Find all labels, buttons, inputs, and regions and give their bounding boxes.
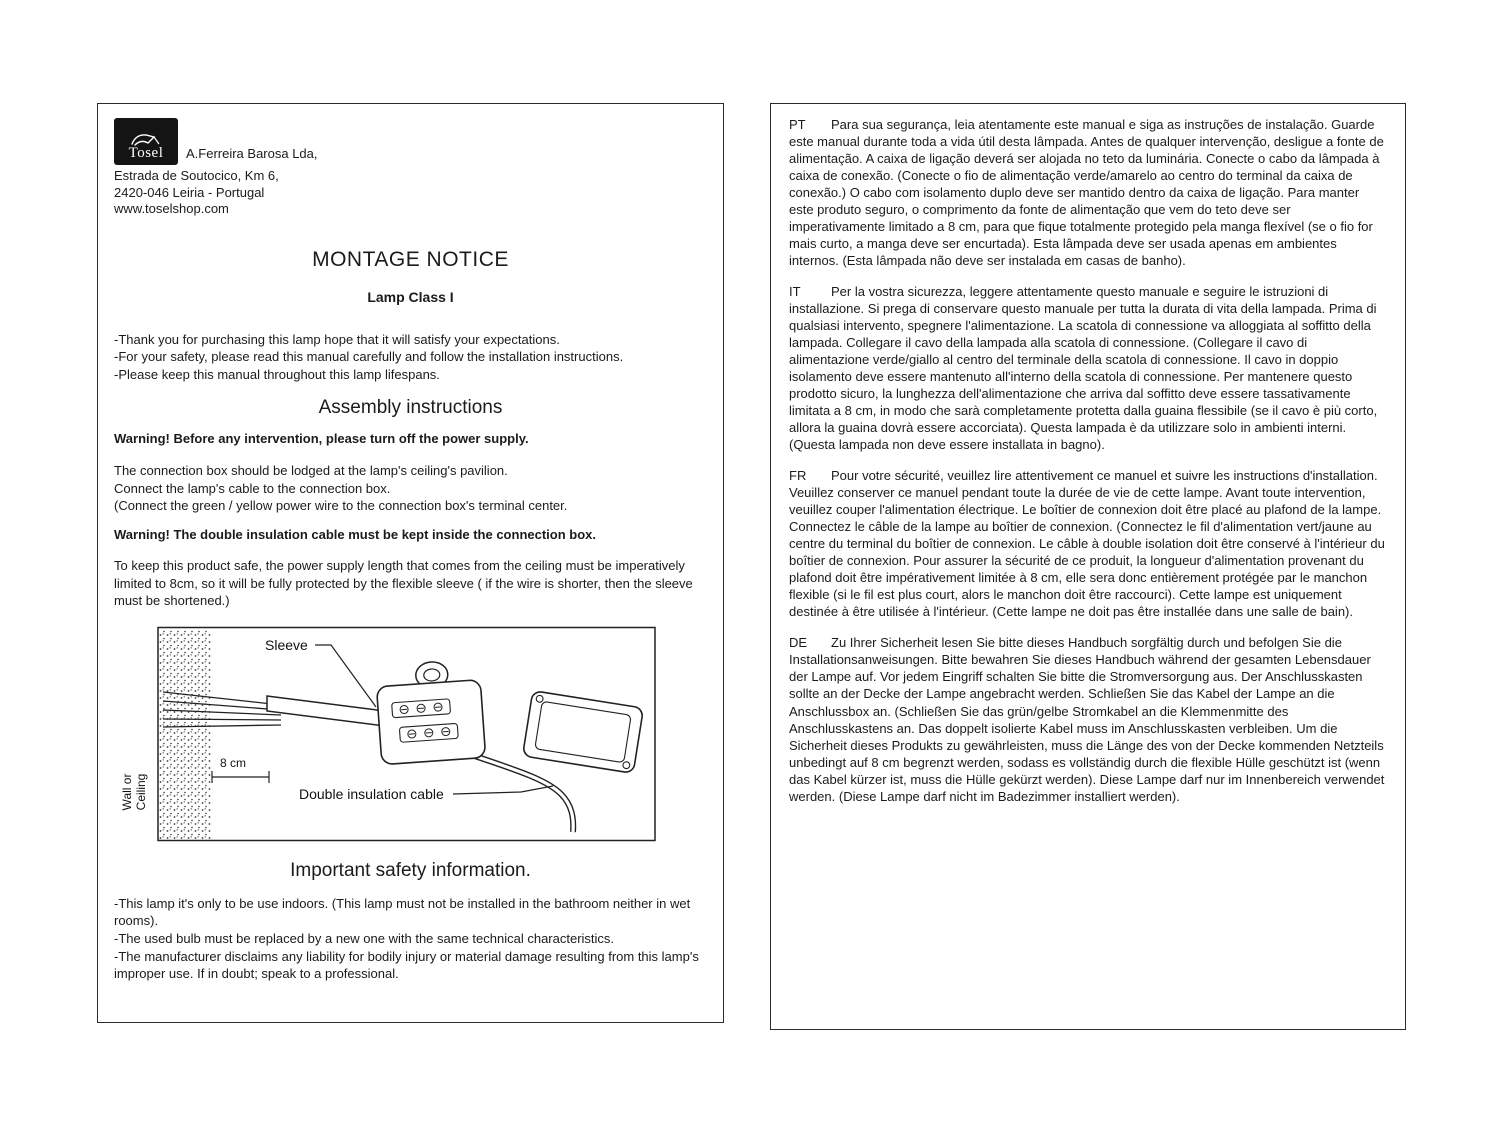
wall-ceiling-label: Wall or	[120, 773, 134, 811]
warning-power-supply: Warning! Before any intervention, please turn off the power supply.	[114, 430, 529, 446]
hanging-ring-hole	[423, 668, 440, 681]
translation-text: Para sua segurança, leia atentamente este manual e siga as instruções de instalação. Guarde este manual durante toda a vida útil desta lâmpada. Antes de qualquer intervenção, desligue a fonte de alimentação. A caixa de ligação deverá ser alojada no teto da luminária. Conecte o cabo da lâmpada à caixa de conexão. (Conecte o fio de alimentação verde/amarelo ao centro do terminal da caixa de conexão.) O cabo com isolamento duplo deve ser mantido dentro da caixa de ligação. Para manter este produto seguro, o comprimento da fonte de alimentação que vem do teto deve ser imperativamente limitado a 8 cm, para que fique totalmente protegido pela manga flexível (se o fio for mais curto, a manga deve ser encurtada). Esta lâmpada deve ser usada apenas em ambientes internos. (Esta lâmpada não deve ser instalada em casas de banho).	[789, 117, 1384, 269]
cable-label: Double insulation cable	[299, 785, 444, 802]
lamp-class-subtitle: Lamp Class I	[367, 288, 454, 305]
company-address	[114, 168, 707, 218]
warning-insulation: Warning! The double insulation cable must be kept inside the connection box.	[114, 526, 597, 542]
cable-leader-line	[453, 786, 553, 794]
page-title: MONTAGE NOTICE	[312, 247, 509, 271]
connection-instructions	[114, 462, 707, 515]
company-website: www.toselshop.com	[114, 201, 229, 217]
plate-screw	[536, 695, 544, 703]
connection-line: (Connect the green / yellow power wire to the connection box's terminal center.	[114, 498, 568, 514]
connection-box	[375, 659, 486, 765]
translations-panel	[770, 103, 1406, 1030]
translation-text: Pour votre sécurité, veuillez lire attentivement ce manuel et suivre les instructions d'installation. Veuillez conserver ce manuel pendant toute la durée de vie de cette lampe. Avant toute intervention, veuillez couper l'alimentation électrique. Le boîtier de connexion doit être placé au plafond de la lampe. Connectez le câble de la lampe au boîtier de connexion. (Connectez le fil d'alimentation vert/jaune au centre du terminal du boîtier de connexion. Le câble à double isolation doit être conservé à l'intérieur du boîtier de connexion. Pour assurer la sécurité de ce produit, la longueur d'alimentation provenant du plafond doit être impérativement limitée à 8 cm, elle sera donc entièrement protégée par le manchon flexible (si le fil est plus court, alors le manchon doit être raccourci). Cette lampe est uniquement destinée à être utilisée à l'intérieur. (Cette lampe ne doit pas être installée dans une salle de bain).	[789, 468, 1385, 620]
language-code: FR	[789, 468, 807, 484]
intro-line: -For your safety, please read this manual carefully and follow the installation instructions.	[114, 349, 624, 365]
intro-line: -Please keep this manual throughout this lamp lifespans.	[114, 366, 440, 382]
translation-section-it	[789, 283, 1387, 453]
sleeve-tube	[267, 696, 393, 727]
safety-heading: Important safety information.	[290, 859, 531, 881]
intro-line: -Thank you for purchasing this lamp hope that it will satisfy your expectations.	[114, 331, 560, 347]
translation-text: Per la vostra sicurezza, leggere attentamente questo manuale e seguire le istruzioni di installazione. Si prega di conservare questo manuale per tutta la durata di vita della lampada. Prima di qualsiasi intervento, spegnere l'alimentazione. La scatola di connessione va alloggiata al soffitto della lampada. Collegare il cavo della lampada alla scatola di connessione. (Collegare il cavo di alimentazione verde/giallo al centro del terminale della scatola di connessione. Il cavo in doppio isolamento deve essere mantenuto all'interno della scatola di connessione. Per mantenere questo prodotto sicuro, la lunghezza dell'alimentazione che arriva dal soffitto deve essere tassativamente limitata a 8 cm, in modo che sarà completamente protetta dalla guaina flessibile (se il cavo è più corto, allora la guaina dovrà essere accorciata). Questa lampada è da utilizzare solo in ambienti interni. (Questa lampada non deve essere installata in bagno).	[789, 284, 1378, 453]
logo-text: Tosel	[128, 145, 164, 161]
plate-screw	[622, 761, 630, 769]
address-line: Estrada de Soutocico, Km 6,	[114, 168, 279, 183]
translation-text: Zu Ihrer Sicherheit lesen Sie bitte dieses Handbuch sorgfältig durch und befolgen Sie die Installationsanweisungen. Bitte bewahren Sie dieses Handbuch während der gesamten Lebensdauer der Lampe auf. Vor jedem Eingriff schalten Sie bitte die Stromversorgung aus. Der Anschlusskasten sollte an der Decke der Lampe angebracht werden. Schließen Sie das Kabel der Lampe an die Anschlussbox an. (Schließen Sie das grün/gelbe Stromkabel an die Klemmenmitte des Anschlusskastens an. Das doppelt isolierte Kabel muss im Anschlusskasten verbleiben. Um die Sicherheit dieses Produkts zu gewährleisten, muss die Länge des von der Decke kommenden Netzteils unbedingt auf 8 cm begrenzt werden, sodass es vollständig durch die flexible Hülle geschützt ist (wenn das Kabel kürzer ist, muss die Hülle gekürzt werden). Diese Lampe darf nur im Innenbereich verwendet werden. (Diese Lampe darf nicht im Badezimmer installiert werden).	[789, 635, 1385, 804]
installation-diagram	[114, 626, 707, 842]
wall-hatch	[160, 629, 212, 839]
safety-line: -The manufacturer disclaims any liability for bodily injury or material damage resulting from this lamp's improper use. If in doubt; speak to a professional.	[114, 948, 699, 982]
language-code: IT	[789, 284, 801, 300]
sleeve-leader-line	[315, 645, 376, 707]
assembly-heading: Assembly instructions	[318, 396, 503, 418]
translation-section-pt	[789, 116, 1387, 269]
tosel-logo	[114, 118, 178, 165]
dimension-line	[212, 771, 269, 783]
safety-lines	[114, 895, 707, 983]
translation-section-fr	[789, 467, 1387, 620]
company-name: A.Ferreira Barosa Lda,	[186, 146, 318, 162]
wall-ceiling-label: Ceiling	[134, 773, 148, 811]
cover-plate	[523, 691, 644, 774]
safety-line: -This lamp it's only to be use indoors. (This lamp must not be installed in the bathroom neither in wet rooms).	[114, 895, 691, 929]
address-line: 2420-046 Leiria - Portugal	[114, 184, 265, 200]
intro-lines	[114, 331, 707, 384]
diagram-svg	[117, 626, 657, 842]
language-code: DE	[789, 635, 808, 651]
safe-length-paragraph: To keep this product safe, the power supply length that comes from the ceiling must be imperatively limited to 8cm, so it will be fully protected by the flexible sleeve ( if the wire is shorter, then the sleeve must be shortened.)	[114, 558, 693, 609]
left-panel	[97, 103, 724, 1023]
translation-section-de	[789, 634, 1387, 804]
safety-line: -The used bulb must be replaced by a new one with the same technical characteristics.	[114, 930, 615, 946]
connection-line: The connection box should be lodged at the lamp's ceiling's pavilion.	[114, 463, 508, 479]
language-code: PT	[789, 117, 806, 132]
dimension-label: 8 cm	[220, 755, 247, 770]
connection-line: Connect the lamp's cable to the connection box.	[114, 480, 391, 496]
sleeve-label: Sleeve	[265, 636, 308, 653]
company-header	[114, 118, 707, 165]
